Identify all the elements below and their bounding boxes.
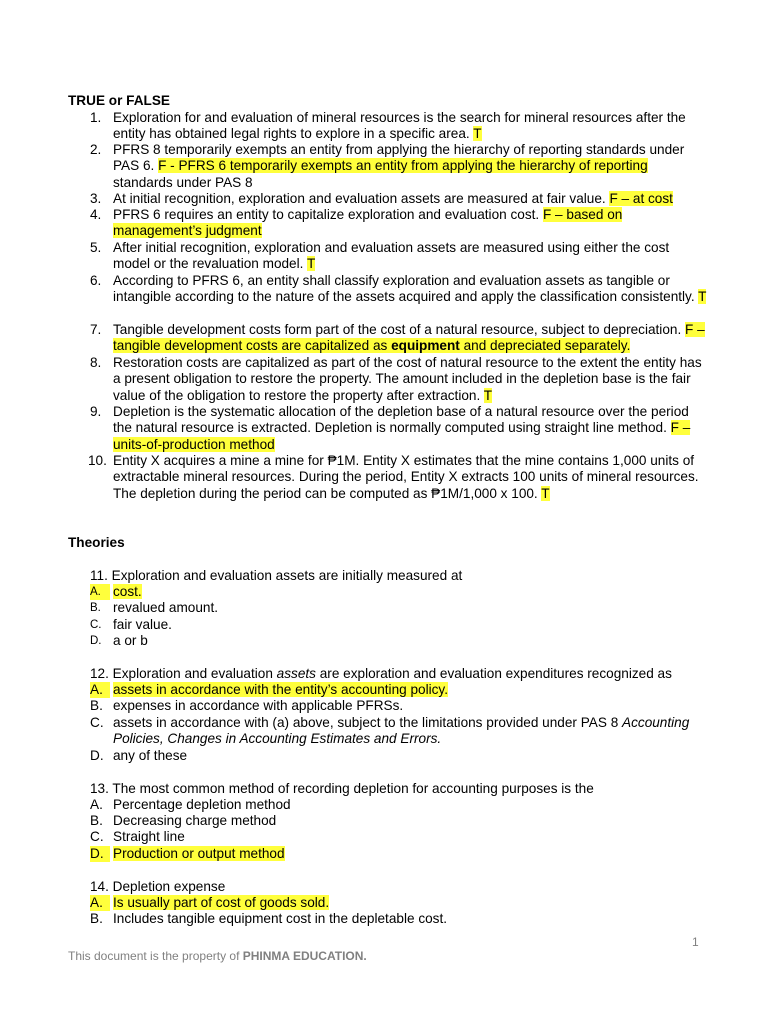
tf-item-text (113, 355, 708, 404)
option-text (113, 797, 710, 813)
q11-option-c (90, 617, 710, 633)
statement-text: Tangible development costs form part of the cost of a natural resource, subject to depreciation. (113, 322, 686, 337)
answer-highlight: F - PFRS 6 temporarily exempts an entity from applying the hierarchy of reporting (158, 158, 648, 174)
option-text-main: fair value. (113, 617, 172, 632)
statement-text: Depletion is the systematic allocation of the depletion base of a natural resource over the period the natural resource is extracted. Depletion is normally computed using straight line method. (113, 404, 689, 436)
question-12-stem (90, 666, 710, 682)
option-text (113, 698, 710, 714)
tf-item-number: 2. (90, 142, 102, 157)
answer-highlight: T (473, 126, 482, 142)
option-label: B. (90, 911, 103, 926)
section-heading-true-false: TRUE or FALSE (68, 93, 170, 108)
option-text (113, 682, 710, 698)
tf-item-number: 1. (90, 110, 102, 125)
tf-item-10 (68, 453, 708, 502)
tf-item-number: 8. (90, 355, 102, 370)
q13-option-b (90, 813, 710, 829)
tf-item-number: 4. (90, 207, 102, 222)
answer-highlight: T (541, 485, 550, 501)
option-text-main: Percentage depletion method (113, 797, 291, 812)
answer-highlight: and depreciated separately. (459, 338, 631, 354)
option-label: C. (90, 829, 104, 844)
option-text-italic: Accounting Policies, Changes in Accounting Estimates and Errors. (113, 715, 690, 747)
q13-option-c (90, 829, 710, 845)
footer-prefix: This document is the property of (68, 949, 243, 963)
tf-item-text (113, 207, 708, 240)
tf-item-2 (68, 142, 708, 191)
tf-item-number: 6. (90, 273, 102, 288)
tf-item-text (113, 191, 708, 207)
statement-text: According to PFRS 6, an entity shall classify exploration and evaluation assets as tangible or intangible according to the nature of the assets acquired and apply the classification consistently. (113, 273, 699, 305)
question-12-stem-italic: assets (276, 666, 316, 681)
option-label: A. (90, 584, 110, 600)
answer-highlight: T (306, 256, 316, 272)
footer-owner: PHINMA EDUCATION. (242, 949, 367, 963)
option-text-main: Decreasing charge method (113, 813, 277, 828)
option-text (113, 813, 710, 829)
option-label: C. (90, 619, 102, 631)
option-text (113, 633, 710, 649)
statement-text: Entity X acquires a mine a mine for ₱1M. Entity X estimates that the mine contains 1,000 units of extractable mineral resources. During the period, Entity X extracts 100 units of mineral resources. The depletion during the period can be computed as ₱1M/1,000 x 100. (113, 453, 699, 501)
option-text (113, 895, 710, 911)
section-heading-theories: Theories (68, 535, 125, 550)
option-label: A. (90, 797, 103, 812)
option-text-main: revalued amount. (113, 600, 219, 615)
answer-highlight: F – tangible development costs are capitalized as (113, 322, 705, 354)
tf-item-4 (68, 207, 708, 240)
tf-item-number: 7. (90, 322, 102, 337)
answer-highlight: T (698, 289, 707, 305)
q14-option-a (90, 895, 710, 911)
tf-item-text (113, 453, 708, 502)
option-text (113, 846, 710, 862)
q13-option-d (90, 846, 710, 862)
question-13-stem: 13. The most common method of recording depletion for accounting purposes is the (90, 781, 594, 796)
tf-item-number: 9. (90, 404, 102, 419)
option-label: B. (90, 602, 101, 614)
answer-highlight: cost. (113, 584, 142, 599)
option-text-main: assets in accordance with (a) above, subject to the limitations provided under PAS 8 (113, 715, 623, 730)
option-label: A. (90, 682, 110, 698)
tf-item-text (113, 110, 708, 143)
q11-option-a (90, 584, 710, 600)
option-label: B. (90, 813, 103, 828)
option-label: D. (90, 635, 102, 647)
answer-highlight: Production or output method (113, 846, 285, 861)
option-label: A. (90, 895, 110, 911)
q14-option-b (90, 911, 710, 927)
question-14-stem: 14. Depletion expense (90, 879, 226, 894)
answer-highlight: equipment (391, 338, 460, 354)
statement-text: Exploration for and evaluation of mineral resources is the search for mineral resources after the entity has obtained legal rights to explore in a specific area. (113, 110, 686, 142)
option-text-main: any of these (113, 748, 188, 763)
option-text (113, 584, 710, 600)
tf-item-7 (68, 322, 708, 355)
tf-item-text (113, 404, 708, 453)
q12-option-d (90, 748, 710, 764)
answer-highlight: assets in accordance with the entity’s accounting policy. (113, 682, 448, 697)
tf-item-number: 3. (90, 191, 102, 206)
tf-item-5 (68, 240, 708, 273)
tf-item-8 (68, 355, 708, 404)
q12-option-a (90, 682, 710, 698)
page-number: 1 (692, 935, 699, 949)
q11-option-d (90, 633, 710, 649)
answer-highlight: Is usually part of cost of goods sold. (113, 895, 330, 910)
answer-highlight: T (483, 387, 493, 403)
statement-text: standards under PAS 8 (113, 174, 253, 190)
page-footer (68, 948, 367, 964)
statement-text: Restoration costs are capitalized as part of the cost of natural resource to the extent the entity has a present obligation to restore the property. The amount included in the depletion base is the fair value of the obligation to restore the property after extraction. (113, 355, 702, 403)
answer-highlight: F – at cost (609, 191, 673, 206)
tf-item-text (113, 142, 708, 191)
option-label: D. (90, 846, 110, 862)
q12-option-b (90, 698, 710, 714)
tf-item-9 (68, 404, 708, 453)
option-text (113, 715, 710, 748)
statement-text: PFRS 6 requires an entity to capitalize exploration and evaluation cost. (113, 207, 543, 222)
option-text (113, 617, 710, 633)
q12-option-c (90, 715, 710, 748)
tf-item-text (113, 273, 708, 306)
tf-item-6 (68, 273, 708, 306)
q11-option-b (90, 600, 710, 616)
answer-highlight: F – based on management’s judgment (113, 207, 623, 239)
option-text (113, 911, 710, 927)
statement-text: PFRS 8 temporarily exempts an entity from applying the hierarchy of reporting standards under PAS 6. (113, 142, 685, 174)
q13-option-a (90, 797, 710, 813)
statement-text: At initial recognition, exploration and evaluation assets are measured at fair value. (113, 191, 610, 206)
option-text (113, 748, 710, 764)
option-text-main: Includes tangible equipment cost in the depletable cost. (113, 911, 448, 926)
question-11-stem: 11. Exploration and evaluation assets are initially measured at (90, 568, 463, 583)
tf-item-number: 5. (90, 240, 102, 255)
option-label: D. (90, 748, 104, 763)
option-label: C. (90, 715, 104, 730)
tf-item-3 (68, 191, 708, 207)
option-text-main: a or b (113, 633, 148, 648)
question-12-stem-part2: are exploration and evaluation expenditures recognized as (315, 666, 672, 681)
statement-text: After initial recognition, exploration and evaluation assets are measured using either the cost model or the revaluation model. (113, 240, 670, 272)
answer-highlight: F – units-of-production method (113, 420, 691, 452)
tf-item-text (113, 240, 708, 273)
question-12-stem-part1: 12. Exploration and evaluation (90, 666, 277, 681)
tf-item-text (113, 322, 708, 355)
option-text (113, 829, 710, 845)
tf-item-1 (68, 110, 708, 143)
tf-item-number: 10. (88, 453, 107, 468)
option-text-main: expenses in accordance with applicable PFRSs. (113, 698, 404, 713)
option-label: B. (90, 698, 103, 713)
option-text-main: Straight line (113, 829, 185, 844)
option-text (113, 600, 710, 616)
